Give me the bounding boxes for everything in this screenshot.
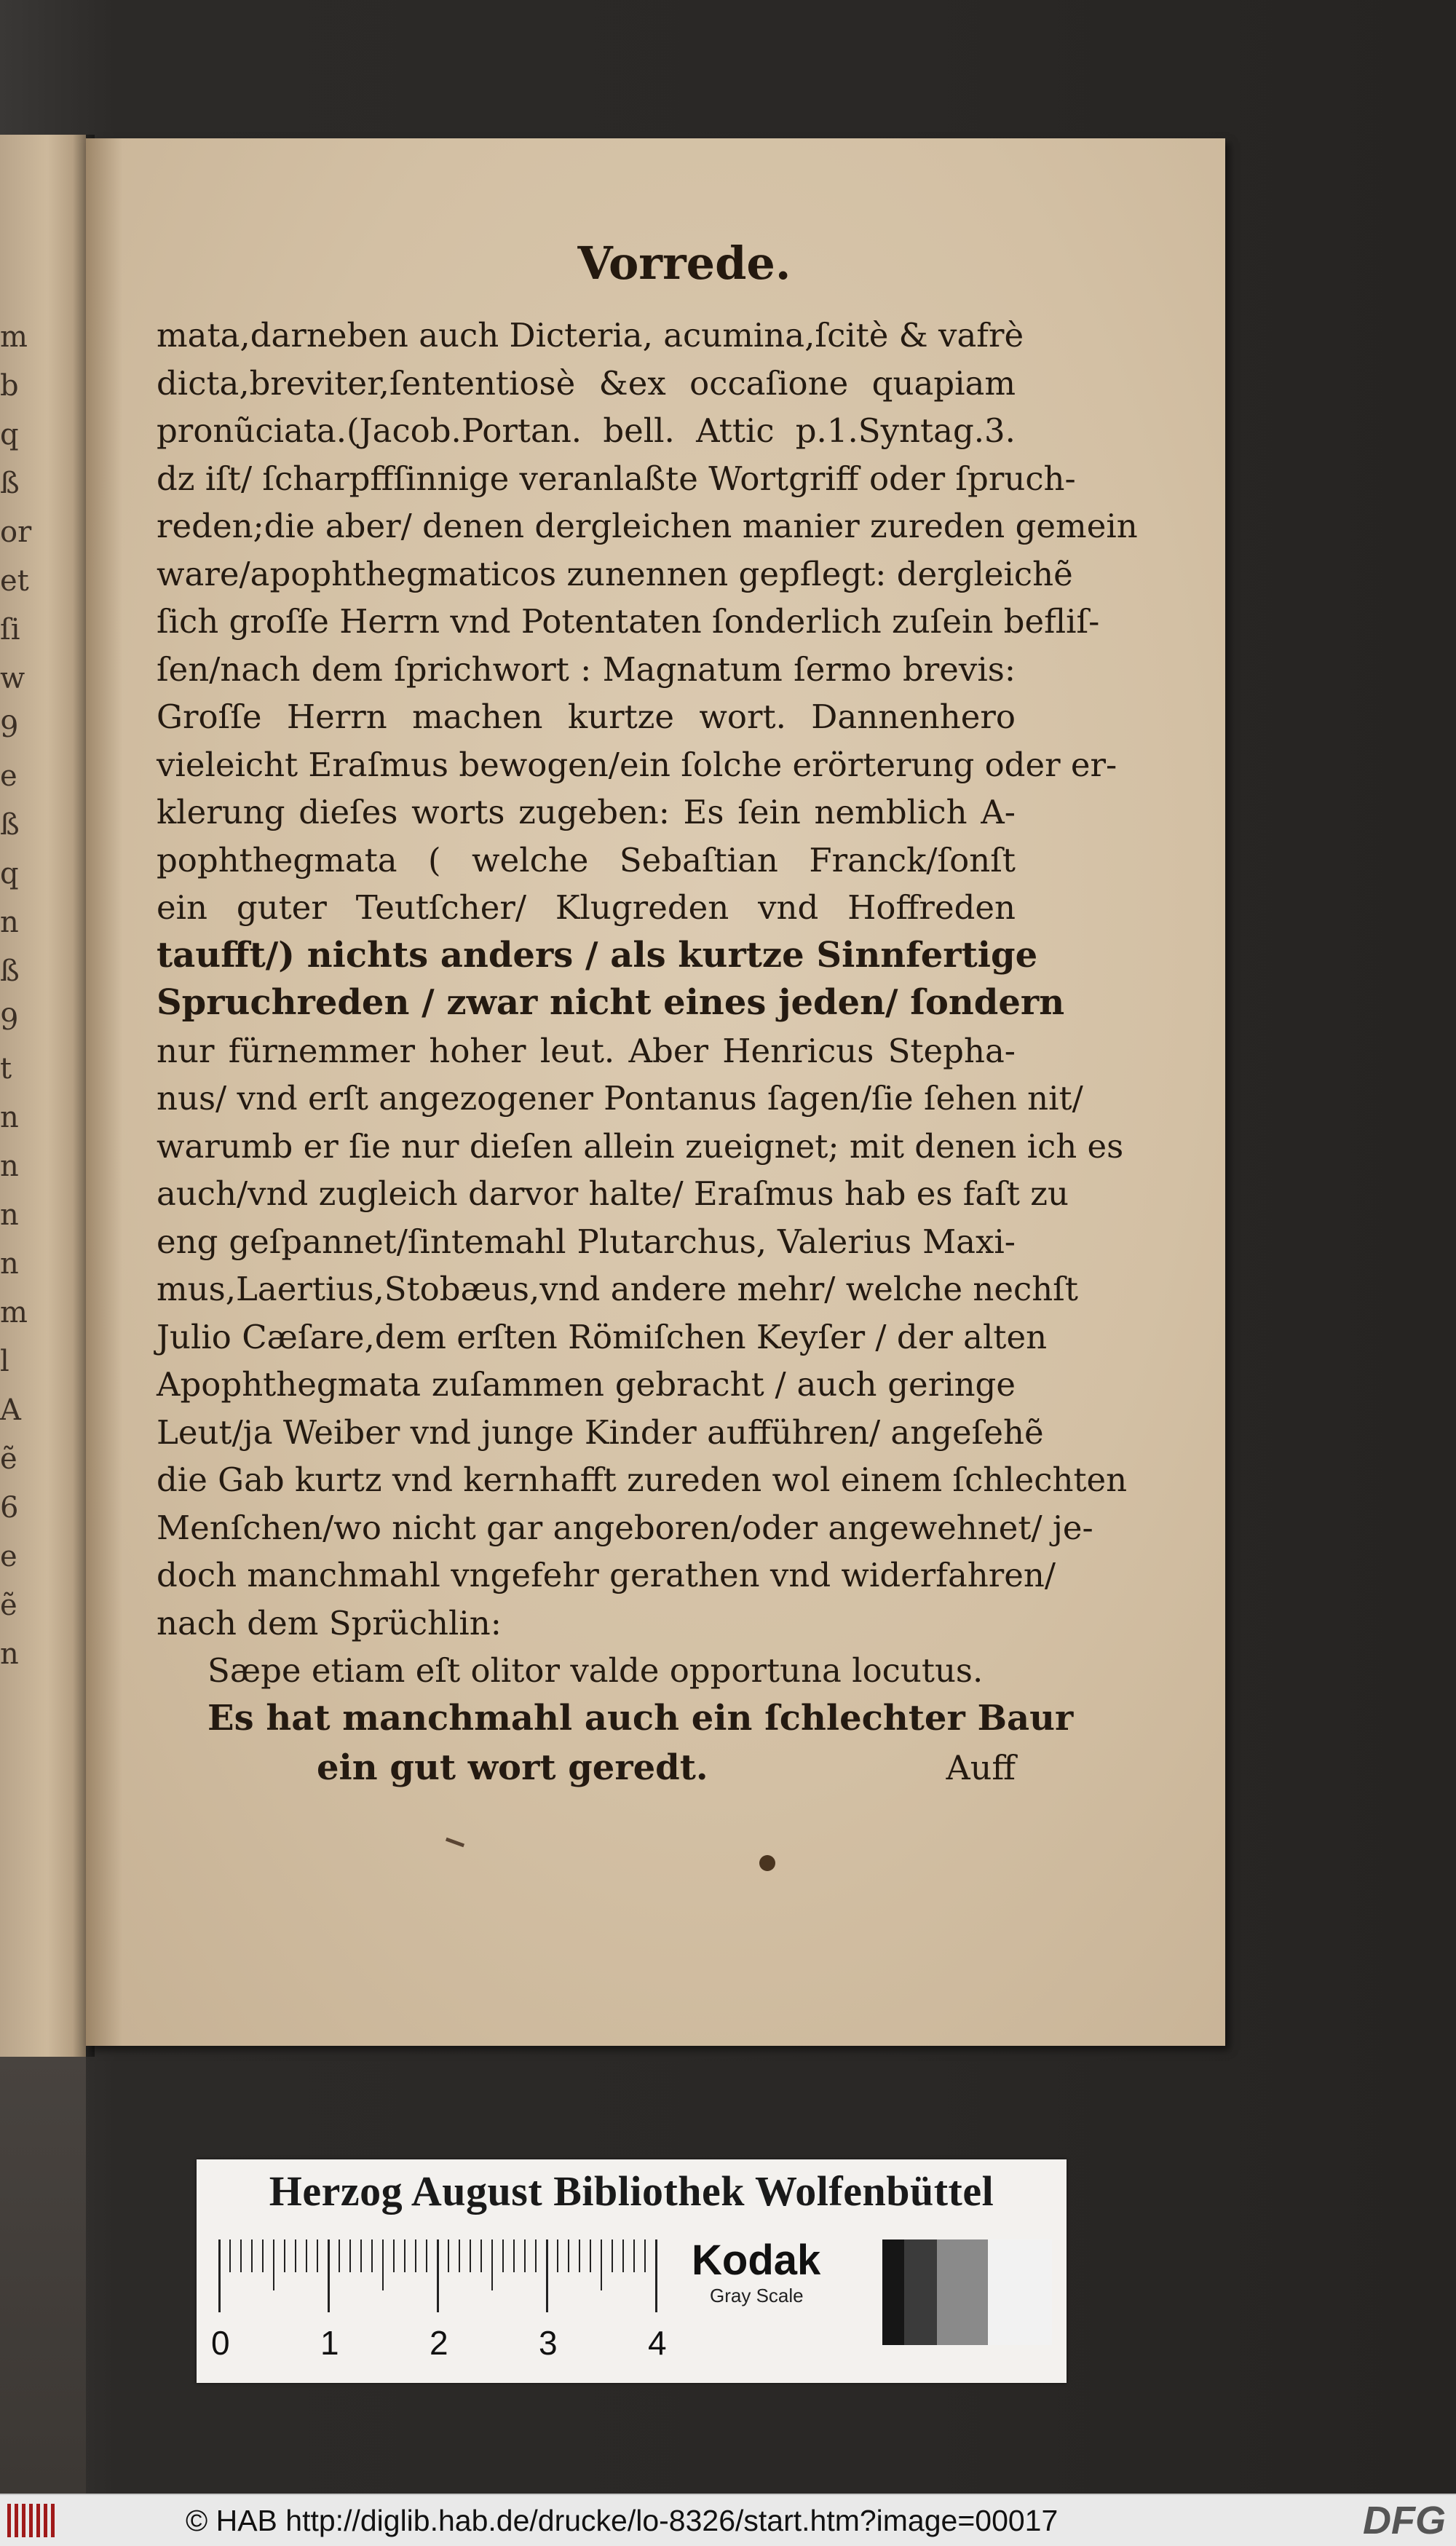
running-head: Vorrede. [577, 237, 791, 290]
text-line: dicta,breviter,ſententiosè &ex occaſione quapiam [157, 363, 1016, 403]
gray-patch [904, 2239, 937, 2345]
edge-glyph: q [0, 857, 19, 890]
edge-glyph: ſi [0, 613, 20, 647]
ruler-tick [579, 2239, 580, 2272]
edge-glyph: ẽ [0, 1589, 17, 1622]
text-line: die Gab kurtz vnd kernhafft zureden wol einem ſchlechten [157, 1460, 1128, 1499]
ruler-tick [448, 2239, 449, 2272]
text-line: eng geſpannet/ſintemahl Plutarchus, Valerius Maxi- [157, 1222, 1016, 1261]
edge-glyph: l [0, 1345, 9, 1378]
ruler-tick [524, 2239, 526, 2272]
dfg-logo: DFG [1363, 2499, 1446, 2542]
edge-glyph: ß [0, 467, 20, 500]
edge-glyph: n [0, 1101, 19, 1134]
ruler-tick [502, 2239, 504, 2272]
ruler-number: 1 [320, 2324, 339, 2362]
ruler-tick [480, 2239, 482, 2272]
edge-glyph: n [0, 1150, 19, 1183]
ruler-tick [601, 2239, 602, 2290]
ruler-tick [393, 2239, 395, 2272]
ruler-tick [644, 2239, 646, 2272]
ruler-tick [317, 2239, 318, 2272]
text-line: Sæpe etiam eſt olitor valde opportuna locutus. [207, 1651, 984, 1690]
edge-glyph: e [0, 1540, 17, 1573]
ruler-tick [633, 2239, 635, 2272]
page-heading [0, 237, 1456, 290]
ruler-tick [535, 2239, 537, 2272]
gray-patch [937, 2239, 988, 2345]
ruler-number: 2 [430, 2324, 448, 2362]
text-line: Spruchreden / zwar nicht eines jeden/ ſondern [157, 982, 1065, 1023]
ruler-tick [546, 2239, 548, 2312]
gray-scale-patches [882, 2239, 1052, 2345]
text-line: Apophthegmata zuſammen gebracht / auch geringe [157, 1365, 1016, 1404]
edge-glyph: n [0, 906, 19, 939]
ruler-tick [240, 2239, 242, 2272]
text-line: ein guter Teutſcher/ Klugreden vnd Hoffreden [157, 888, 1016, 927]
ruler-tick [328, 2239, 330, 2312]
ruler-tick [306, 2239, 307, 2272]
edge-glyph: m [0, 1296, 28, 1329]
text-line: nach dem Sprüchlin: [157, 1603, 502, 1642]
text-line: reden;die aber/ denen dergleichen manier zureden gemein [157, 507, 1138, 545]
ruler-tick [655, 2239, 657, 2312]
library-name: Herzog August Bibliothek Wolfenbüttel [269, 2167, 994, 2215]
ruler-number: 3 [539, 2324, 558, 2362]
text-line: mus,Laertius,Stobæus,vnd andere mehr/ welche nechſt [157, 1270, 1078, 1308]
ruler-tick [470, 2239, 471, 2272]
cradle-edge [0, 2057, 86, 2494]
scale-ruler [211, 2239, 684, 2367]
edge-glyph: ß [0, 954, 20, 988]
text-line: ſen/nach dem ſprichwort : Magnatum ſermo brevis: [157, 649, 1016, 689]
text-line: auch/vnd zugleich darvor halte/ Eraſmus hab es faſt zu [157, 1174, 1069, 1213]
ruler-tick [415, 2239, 416, 2272]
gray-patch [988, 2239, 1052, 2345]
edge-glyph: t [0, 1052, 12, 1086]
text-line: Es hat manchmahl auch ein ſchlechter Baur [207, 1697, 1074, 1739]
ruler-tick [513, 2239, 515, 2272]
ruler-tick [382, 2239, 384, 2290]
ruler-tick [218, 2239, 221, 2312]
text-line: Menſchen/wo nicht gar angeboren/oder angewehnet/ je- [157, 1508, 1093, 1547]
page-fold-shadow [86, 138, 122, 2046]
color-target-card [197, 2159, 1067, 2383]
edge-glyph: 9 [0, 1003, 19, 1037]
footer-bar [0, 2494, 1456, 2546]
last-line: ein gut wort geredt. [317, 1747, 708, 1788]
ink-spot [759, 1855, 775, 1871]
text-line: vieleicht Eraſmus bewogen/ein ſolche erörterung oder er- [157, 745, 1117, 784]
kodak-logo: Kodak [692, 2237, 821, 2284]
ruler-ticks [218, 2239, 655, 2320]
ruler-tick [229, 2239, 231, 2272]
edge-glyph: e [0, 759, 17, 793]
ruler-tick [251, 2239, 253, 2272]
text-line: ſich groſſe Herrn vnd Potentaten ſonderlich zuſein befliſ- [157, 602, 1100, 641]
text-lines [157, 312, 1138, 1742]
text-line: dz iſt/ ſcharpffſinnige veranlaßte Wortgriff oder ſpruch- [157, 459, 1076, 498]
hab-logo-icon [7, 2504, 58, 2537]
edge-glyph: et [0, 564, 29, 598]
ruler-tick [590, 2239, 591, 2272]
ruler-tick [459, 2239, 460, 2272]
text-line: Groſſe Herrn machen kurtze wort. Dannenhero [157, 697, 1016, 736]
ruler-tick [295, 2239, 296, 2272]
ruler-tick [349, 2239, 351, 2272]
text-line: nus/ vnd erſt angezogener Pontanus ſagen/ſie ſehen nit/ [157, 1079, 1083, 1118]
ruler-tick [612, 2239, 613, 2272]
ruler-tick [404, 2239, 405, 2272]
catchword: Auff [946, 1748, 1016, 1787]
ruler-tick [262, 2239, 264, 2272]
edge-glyph: n [0, 1198, 19, 1232]
edge-glyph: or [0, 515, 32, 549]
edge-glyph: A [0, 1393, 21, 1427]
ruler-tick [557, 2239, 558, 2272]
edge-glyph: 6 [0, 1491, 19, 1525]
edge-glyph: m [0, 320, 28, 354]
text-line: Julio Cæſare,dem erſten Römiſchen Keyſer / der alten [157, 1317, 1048, 1356]
ruler-tick [437, 2239, 439, 2312]
edge-glyph: 9 [0, 711, 19, 744]
text-line: klerung dieſes worts zugeben: Es ſein nemblich A- [157, 793, 1016, 831]
last-text-row [157, 1742, 1016, 1793]
edge-glyph: ẽ [0, 1442, 17, 1476]
footer-url[interactable]: © HAB http://diglib.hab.de/drucke/lo-8326/start.htm?image=00017 [186, 2504, 1059, 2537]
page-text-block [157, 312, 1138, 1793]
ruler-number: 4 [648, 2324, 667, 2362]
gray-scale-label: Gray Scale [710, 2285, 804, 2306]
edge-glyph: n [0, 1637, 19, 1671]
ruler-tick [426, 2239, 427, 2272]
ruler-tick [360, 2239, 362, 2272]
text-line: doch manchmahl vngefehr gerathen vnd widerfahren/ [157, 1556, 1056, 1594]
ruler-tick [273, 2239, 274, 2290]
text-line: nur fürnemmer hoher leut. Aber Henricus Stepha- [157, 1031, 1016, 1070]
text-line: pophthegmata ( welche Sebaſtian Franck/ſonſt [157, 840, 1016, 879]
edge-glyph: q [0, 418, 19, 451]
left-page-glyphs [0, 313, 32, 1679]
ruler-number: 0 [211, 2324, 230, 2362]
edge-glyph: n [0, 1247, 19, 1281]
text-line: ware/apophthegmaticos zunennen gepflegt: dergleichẽ [157, 554, 1073, 593]
ruler-tick [284, 2239, 285, 2272]
ruler-tick [491, 2239, 493, 2290]
edge-glyph: ß [0, 808, 20, 842]
edge-glyph: w [0, 662, 25, 695]
text-line: mata,darneben auch Dicteria, acumina,ſcitè & vafrè [157, 316, 1024, 355]
text-line: warumb er ſie nur dieſen allein zueignet; mit denen ich es [157, 1126, 1124, 1166]
ruler-tick [371, 2239, 373, 2272]
ruler-tick [622, 2239, 624, 2272]
ruler-tick [339, 2239, 340, 2272]
text-line: Leut/ja Weiber vnd junge Kinder aufführen/ angeſehẽ [157, 1412, 1044, 1452]
text-line: taufft/) nichts anders / als kurtze Sinnfertige [157, 934, 1038, 976]
gray-patch [882, 2239, 904, 2345]
edge-glyph: b [0, 369, 19, 403]
text-line: pronũciata.(Jacob.Portan. bell. Attic p.1.Syntag.3. [157, 411, 1016, 450]
ruler-tick [568, 2239, 569, 2272]
